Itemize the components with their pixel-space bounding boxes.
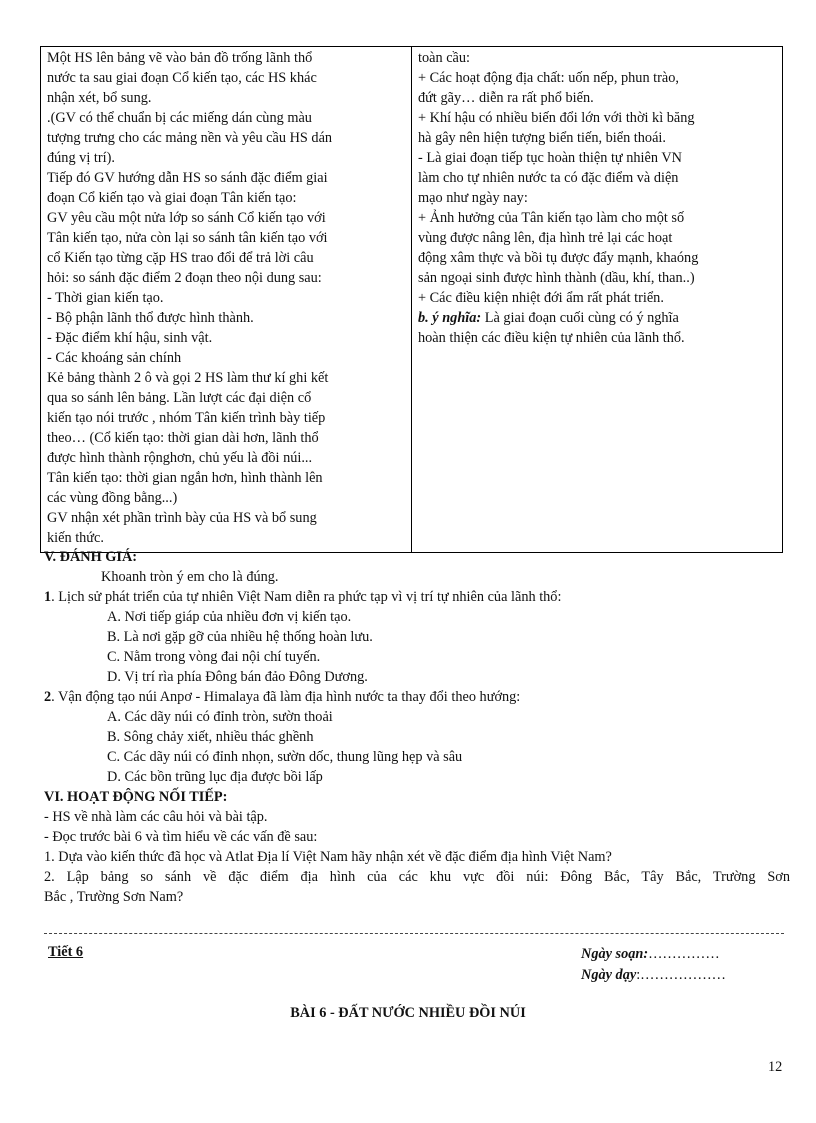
followup-heading: VI. HOẠT ĐỘNG NỐI TIẾP: [44,789,228,805]
followup-line: 1. Dựa vào kiến thức đã học và Atlat Địa lí Việt Nam hãy nhận xét về đặc điểm địa hình Việt Nam? [44,849,612,865]
left-line: Tân kiến tạo, nửa còn lại so sánh tân kiến tạo với [47,230,328,246]
q2-option-c: C. Các dãy núi có đỉnh nhọn, sườn dốc, thung lũng hẹp và sâu [107,749,463,765]
q1-option-d: D. Vị trí rìa phía Đông bán đảo Đông Dương. [107,669,368,685]
left-line: GV yêu cầu một nửa lớp so sánh Cổ kiến tạo với [47,210,326,226]
right-line: + Ảnh hưởng của Tân kiến tạo làm cho một số [418,210,685,226]
left-line: Tân kiến tạo: thời gian ngắn hơn, hình thành lên [47,470,323,486]
teacher-student-activities-cell [41,47,412,553]
q1-option-a: A. Nơi tiếp giáp của nhiều đơn vị kiến tạo. [107,609,352,625]
teach-date-value: :……………… [636,967,726,983]
period-label: Tiết 6 [48,944,84,960]
left-line: Kẻ bảng thành 2 ô và gọi 2 HS làm thư kí ghi kết [47,370,329,386]
assessment-instruction: Khoanh tròn ý em cho là đúng. [101,569,279,585]
right-line: hà gây nên hiện tượng biển tiến, biển thoái. [418,130,666,146]
left-line: các vùng đồng bằng...) [47,490,178,506]
q2-option-a: A. Các dãy núi có đỉnh tròn, sườn thoải [107,709,333,725]
page-number: 12 [768,1059,783,1075]
assessment-and-followup [44,547,790,907]
right-line: vùng được nâng lên, địa hình trẻ lại các hoạt [418,230,673,246]
followup-line: - HS về nhà làm các câu hỏi và bài tập. [44,809,268,825]
prep-date-label: Ngày soạn: [581,946,649,962]
left-line: .(GV có thể chuẩn bị các miếng dán cùng màu [47,110,312,126]
left-line: đoạn Cổ kiến tạo và giai đoạn Tân kiến tạo: [47,190,297,206]
right-line: toàn cầu: [418,50,471,66]
question-2-text: . Vận động tạo núi Anpơ - Himalaya đã làm địa hình nước ta thay đổi theo hướng: [51,689,521,705]
left-line: - Thời gian kiến tạo. [47,290,164,306]
right-line: + Các điều kiện nhiệt đới ẩm rất phát triển. [418,290,664,306]
date-block [581,944,726,986]
right-line: làm cho tự nhiên nước ta có đặc điểm và diện [418,170,679,186]
right-line: + Các hoạt động địa chất: uốn nếp, phun trào, [418,70,679,86]
question-2-number: 2 [44,689,52,705]
followup-line: - Đọc trước bài 6 và tìm hiểu về các vấn đề sau: [44,829,318,845]
left-line: Tiếp đó GV hướng dẫn HS so sánh đặc điểm giai [47,170,328,186]
left-line: nước ta sau giai đoạn Cổ kiến tạo, các HS khác [47,70,317,86]
left-line: GV nhận xét phần trình bày của HS và bổ sung [47,510,317,526]
right-line: + Khí hậu có nhiều biến đổi lớn với thời kì băng [418,110,695,126]
followup-line: Bắc , Trường Sơn Nam? [44,889,184,905]
left-line: kiến thức. [47,530,104,546]
left-line: nhận xét, bổ sung. [47,90,152,106]
prep-date-line [581,944,726,965]
left-line: - Đặc điểm khí hậu, sinh vật. [47,330,213,346]
meaning-line [418,308,776,328]
right-line: - Là giai đoạn tiếp tục hoàn thiện tự nhiên VN [418,150,682,166]
question-2 [44,687,790,707]
prep-date-value: …………… [648,946,720,962]
left-line: tượng trưng cho các mảng nền và yêu cầu HS dán [47,130,333,146]
q1-option-c: C. Nằm trong vòng đai nội chí tuyến. [107,649,321,665]
left-line: hỏi: so sánh đặc điểm 2 đoạn theo nội dung sau: [47,270,322,286]
question-1-text: . Lịch sử phát triển của tự nhiên Việt Nam diễn ra phức tạp vì vị trí tự nhiên của lãnh thổ: [51,589,562,605]
left-line: Một HS lên bảng vẽ vào bản đồ trống lãnh thổ [47,50,313,66]
q1-option-b: B. Là nơi gặp gỡ của nhiều hệ thống hoàn lưu. [107,629,373,645]
table-row [41,47,783,553]
left-line: cổ Kiến tạo từng cặp HS trao đổi để trả lời câu [47,250,314,266]
right-line: đứt gãy… diễn ra rất phổ biến. [418,90,594,106]
section-divider [44,933,784,934]
meaning-label: b. ý nghĩa: [418,310,482,326]
left-line: - Các khoáng sản chính [47,350,182,366]
lesson-activity-table [40,46,783,553]
meaning-line-2: hoàn thiện các điều kiện tự nhiên của lãnh thổ. [418,330,685,346]
content-cell [412,47,783,553]
meaning-text: Là giai đoạn cuối cùng có ý nghĩa [481,310,679,326]
left-line: - Bộ phận lãnh thổ được hình thành. [47,310,254,326]
left-line: đúng vị trí). [47,150,115,166]
q2-option-d: D. Các bồn trũng lục địa được bồi lấp [107,769,323,785]
question-1-number: 1 [44,589,52,605]
right-line: động xâm thực và bồi tụ được đẩy mạnh, khaóng [418,250,699,266]
lesson-title: BÀI 6 - ĐẤT NƯỚC NHIỀU ĐỒI NÚI [290,1005,526,1021]
assessment-heading: V. ĐÁNH GIÁ: [44,549,138,565]
q2-option-b: B. Sông chảy xiết, nhiều thác ghềnh [107,729,314,745]
teach-date-line [581,965,726,986]
left-line: kiến tạo nói trước , nhóm Tân kiến trình bày tiếp [47,410,326,426]
right-line: sản ngoại sinh được hình thành (dầu, khí, than..) [418,270,695,286]
left-line: được hình thành rộnghơn, chủ yếu là đồi núi... [47,450,313,466]
left-line: qua so sánh lên bảng. Lần lượt các đại diện cổ [47,390,312,406]
teach-date-label: Ngày dạy [581,967,637,983]
followup-line: 2. Lập bảng so sánh về đặc điểm địa hình của các khu vực đồi núi: Đông Bắc, Tây Bắc, Trường Sơn [44,869,790,885]
question-1 [44,587,790,607]
left-line: theo… (Cổ kiến tạo: thời gian dài hơn, lãnh thổ [47,430,319,446]
right-line: mạo như ngày nay: [418,190,528,206]
